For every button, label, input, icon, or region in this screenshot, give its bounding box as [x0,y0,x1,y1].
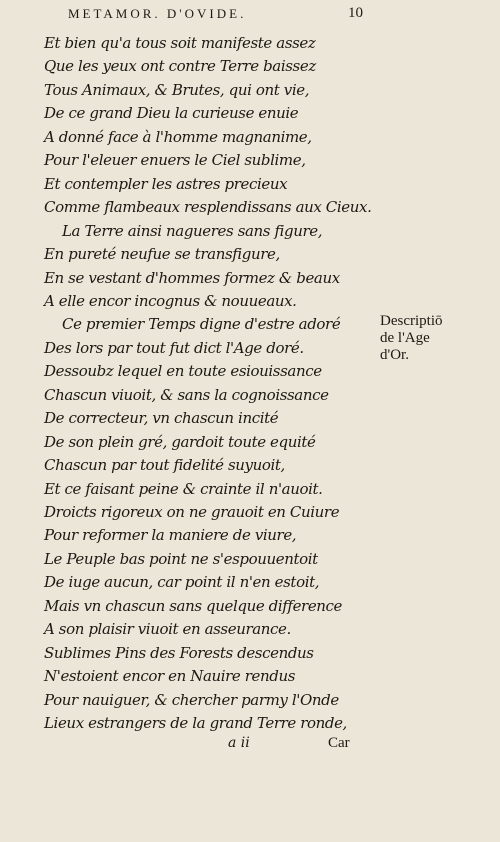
verse-line: Ce premier Temps digne d'estre adoré [62,315,341,334]
verse-line: Droicts rigoreux on ne grauoit en Cuiure [44,503,340,521]
verse-line: A donné face à l'homme magnanime, [44,127,312,146]
verse-line: En se vestant d'hommes formez & beaux [44,268,340,287]
verse-line: Comme flambeaux resplendissans aux Cieux. [44,198,372,217]
page-number: 10 [348,5,363,21]
verse-line: Chascun par tout fidelité suyuoit, [44,456,285,475]
verse-line: N'estoient encor en Nauire rendus [44,667,296,686]
verse-line: Et bien qu'a tous soit manifeste assez [44,34,316,52]
verse-line: Et contempler les astres precieux [44,174,288,193]
verse-line: Dessoubz lequel en toute esiouissance [44,362,322,381]
margin-note-line: d'Or. [380,347,409,363]
verse-line: Tous Animaux, & Brutes, qui ont vie, [44,80,310,99]
margin-note [380,313,442,364]
running-title: METAMOR. D'OVIDE. [68,6,247,21]
verse-line: De correcteur, vn chascun incité [44,409,279,428]
verse-line: De ce grand Dieu la curieuse enuie [44,104,299,123]
catchword: Car [328,735,350,751]
verse-line: Que les yeux ont contre Terre baissez [44,57,316,76]
verse-line: Sublimes Pins des Forests descendus [44,643,314,662]
verse-line: Lieux estrangers de la grand Terre ronde, [44,714,347,733]
verse-line: Pour reformer la maniere de viure, [44,526,297,545]
verse-line: De son plein gré, gardoit toute equité [44,432,316,451]
verse-line: A son plaisir viuoit en asseurance. [44,620,291,639]
margin-note-line: Descriptiō [380,313,443,329]
verse-line: Des lors par tout fut dict l'Age doré. [44,338,304,357]
verse-line: Et ce faisant peine & crainte il n'auoit. [44,479,323,498]
verse-line: La Terre ainsi nagueres sans figure, [62,221,323,240]
verse-line: Pour nauiguer, & chercher parmy l'Onde [44,690,339,709]
verse-line: En pureté neufue se transfigure, [44,245,280,264]
verse-line: Pour l'eleuer enuers le Ciel sublime, [44,151,306,170]
verse-line: A elle encor incognus & nouueaux. [44,291,297,310]
verse-line: Chascun viuoit, & sans la cognoissance [44,385,329,404]
verse-line: Le Peuple bas point ne s'espouuentoit [44,549,318,568]
verse-line: De iuge aucun, car point il n'en estoit, [44,573,320,592]
signature-mark: a ii [228,735,250,751]
margin-note-line: de l'Age [380,330,430,346]
verse-line: Mais vn chascun sans quelque difference [44,596,343,615]
